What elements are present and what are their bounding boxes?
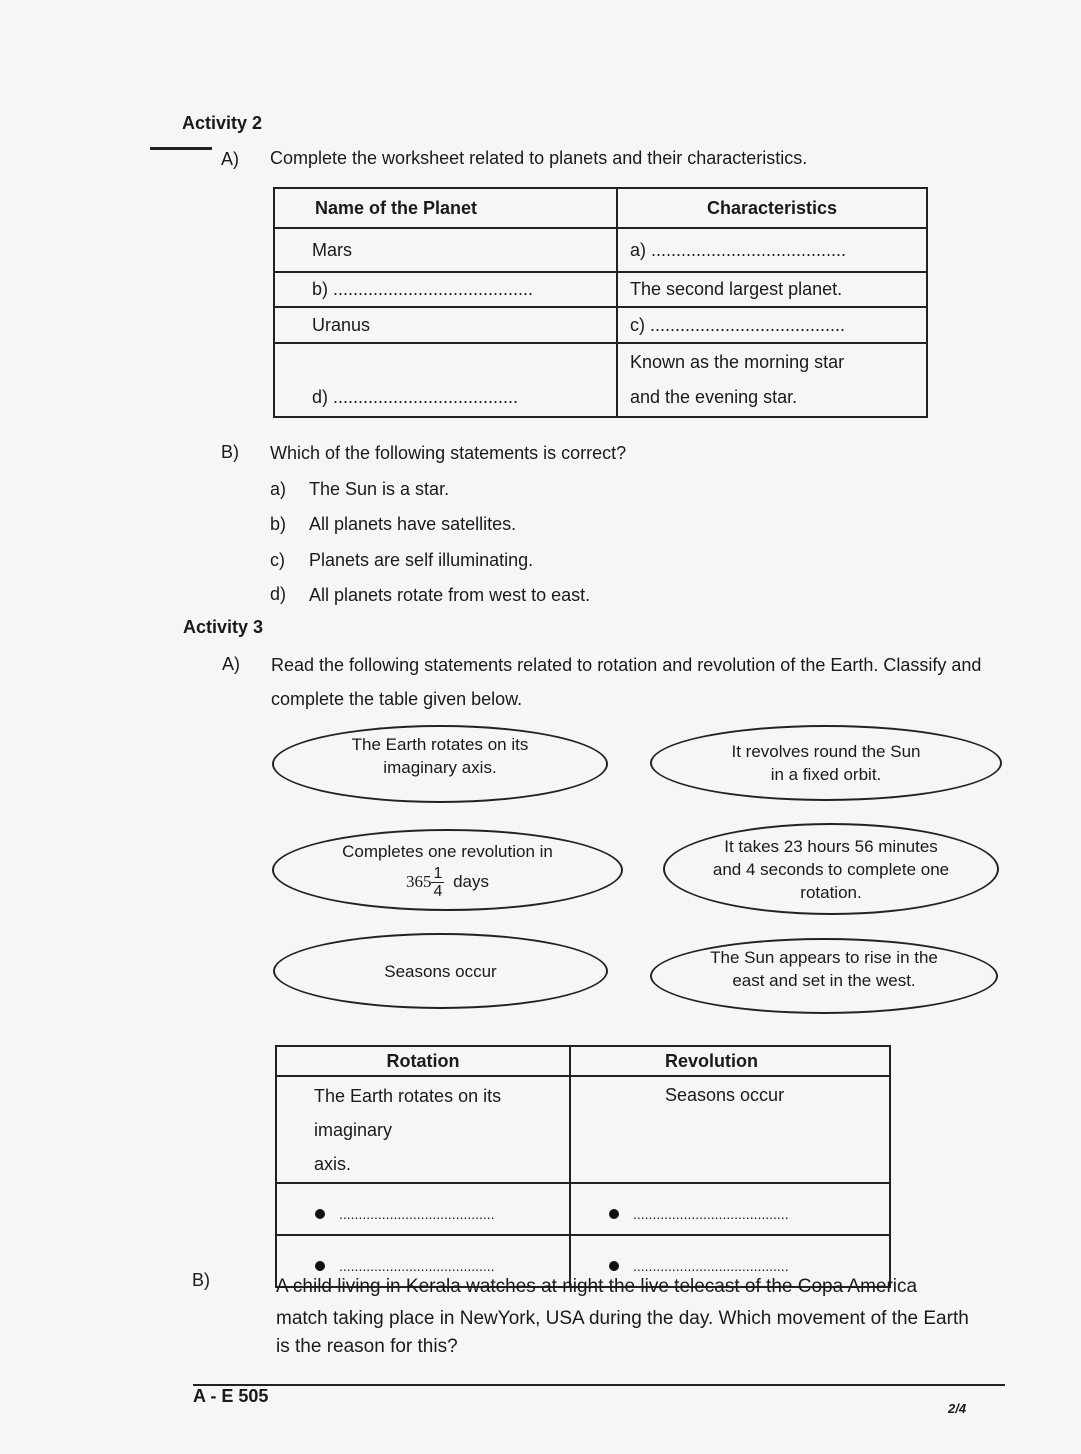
statement-line: east and set in the west. [732, 971, 916, 990]
bullet-icon [315, 1261, 325, 1271]
footer-code: A - E 505 [193, 1386, 269, 1406]
statement-ellipse-revolution-days[interactable] [272, 829, 623, 911]
statement-ellipse-rotation-time[interactable] [663, 823, 999, 915]
option-d-text[interactable]: All planets rotate from west to east. [309, 585, 591, 605]
statement-ellipse-rotation-axis[interactable] [272, 725, 608, 803]
statement-ellipse-sunrise[interactable] [650, 938, 998, 1014]
revolution-blank[interactable] [570, 1183, 890, 1235]
fraction-numerator: 1 [433, 865, 443, 882]
rotation-cell [276, 1076, 570, 1183]
statement-line: and 4 seconds to complete one [712, 859, 950, 879]
characteristic-cell [617, 343, 927, 417]
bullet-icon [609, 1209, 619, 1219]
activity-2-part-a-instruction: Complete the worksheet related to planets and their characteristics. [270, 148, 808, 168]
activity-2-part-a-marker: A) [221, 149, 239, 169]
characteristic-line: Known as the morning star [630, 352, 845, 372]
statement-line: The Earth rotates on its [351, 735, 529, 754]
rotation-line: The Earth rotates on its imaginary [314, 1086, 502, 1140]
revolution-cell: Seasons occur [570, 1076, 890, 1183]
characteristic-blank-a[interactable]: a) ....................................... [617, 228, 927, 272]
option-c-text[interactable]: Planets are self illuminating. [309, 550, 534, 570]
activity-3-part-a-instruction-2: complete the table given below. [271, 689, 523, 709]
table-row [274, 343, 927, 417]
statement-ellipse-seasons[interactable] [273, 933, 608, 1009]
statement-line: in a fixed orbit. [770, 765, 882, 784]
statement-line: rotation. [800, 882, 862, 902]
footer-divider [193, 1384, 1005, 1386]
activity-3-part-a-marker: A) [222, 654, 240, 674]
option-b-label: b) [270, 514, 287, 534]
statement-line: imaginary axis. [383, 758, 497, 777]
activity-3-part-b-line-3: is the reason for this? [276, 1336, 458, 1357]
page-number: 2/4 [948, 1401, 967, 1416]
rotation-revolution-table [275, 1045, 891, 1288]
planet-table [273, 187, 928, 418]
option-a-text[interactable]: The Sun is a star. [309, 479, 450, 499]
characteristics-header: Characteristics [617, 188, 927, 228]
bullet-icon [609, 1261, 619, 1271]
planet-cell: Uranus [274, 307, 617, 343]
activity-3-part-b-marker: B) [192, 1270, 210, 1290]
activity-3-part-a-instruction-1: Read the following statements related to rotation and revolution of the Earth. Classify and [271, 655, 982, 675]
activity-2-part-b-question: Which of the following statements is correct? [270, 443, 627, 463]
title-underline [150, 147, 212, 150]
statement-line: Completes one revolution in [342, 842, 553, 861]
statement-line: The Sun appears to rise in the [710, 948, 938, 967]
characteristic-line: and the evening star. [630, 387, 798, 407]
blank-line: ........................................ [633, 1258, 789, 1274]
bullet-icon [315, 1209, 325, 1219]
table-row [276, 1076, 890, 1183]
activity-3-part-b-line-1: A child living in Kerala watches at night the live telecast of the Copa America [276, 1276, 918, 1297]
days-unit: days [453, 871, 490, 891]
activity-2-title: Activity 2 [182, 113, 263, 133]
option-d-label: d) [270, 584, 287, 604]
blank-line: ........................................ [339, 1206, 495, 1222]
activity-2-part-b-marker: B) [221, 442, 239, 462]
statement-ellipse-revolve-sun[interactable] [650, 725, 1002, 801]
planet-header: Name of the Planet [274, 188, 617, 228]
planet-blank-d[interactable]: d) ..................................... [274, 343, 617, 417]
statement-line: It takes 23 hours 56 minutes [724, 836, 938, 856]
rotation-header: Rotation [276, 1046, 570, 1076]
planet-cell: Mars [274, 228, 617, 272]
table-row [276, 1183, 890, 1235]
statement-line: Seasons occur [384, 961, 497, 981]
fraction [431, 865, 444, 900]
revolution-header: Revolution [570, 1046, 890, 1076]
table-row [274, 228, 927, 272]
blank-line: ........................................ [339, 1258, 495, 1274]
fraction-denominator: 4 [433, 883, 443, 900]
blank-line: ........................................ [633, 1206, 789, 1222]
characteristic-blank-c[interactable]: c) ....................................... [617, 307, 927, 343]
table-row [274, 307, 927, 343]
rotation-line: axis. [314, 1154, 352, 1174]
option-a-label: a) [270, 479, 287, 499]
days-whole: 365 [405, 871, 432, 891]
option-c-label: c) [270, 550, 285, 570]
table-row [274, 272, 927, 307]
rotation-blank[interactable] [276, 1183, 570, 1235]
planet-blank-b[interactable]: b) ........................................ [274, 272, 617, 307]
statement-line: It revolves round the Sun [731, 742, 921, 761]
characteristic-cell: The second largest planet. [617, 272, 927, 307]
activity-3-part-b-line-2: match taking place in NewYork, USA during the day. Which movement of the Earth [276, 1308, 969, 1329]
option-b-text[interactable]: All planets have satellites. [309, 514, 517, 534]
activity-3-title: Activity 3 [183, 617, 264, 637]
